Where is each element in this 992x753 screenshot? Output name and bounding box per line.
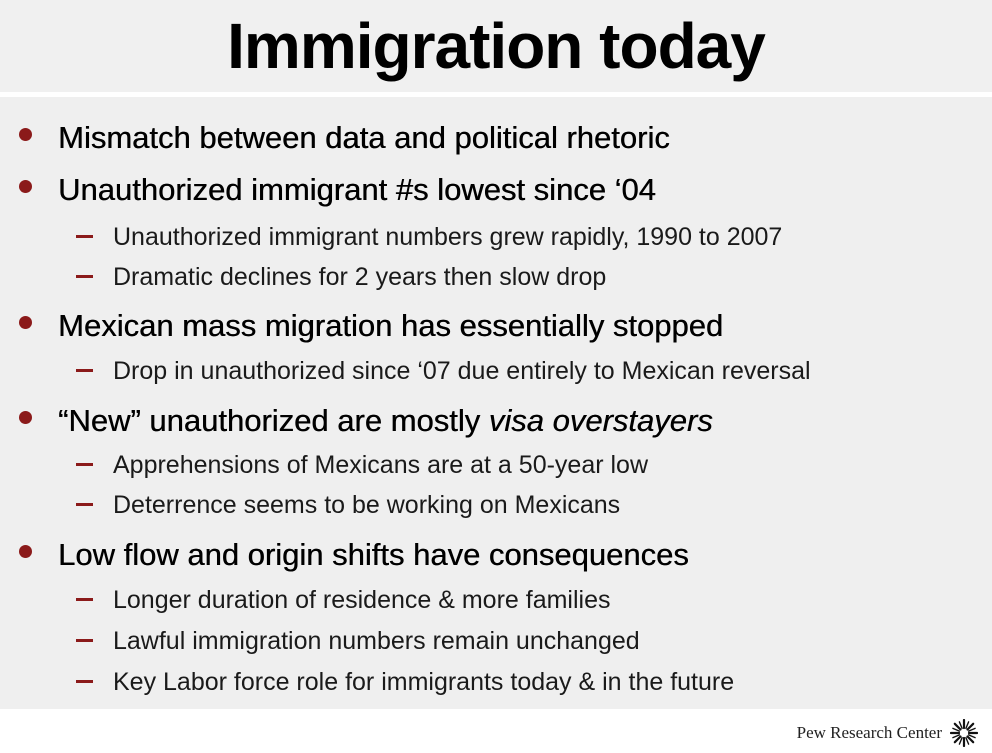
brand-name: Pew Research Center [796, 723, 942, 742]
sub-bullet-item [0, 355, 992, 387]
bullet-item [0, 401, 992, 441]
bullet-dot-icon [19, 316, 32, 329]
sub-bullet-text: Lawful immigration numbers remain unchanged [113, 627, 640, 655]
sub-bullet-text: Unauthorized immigrant numbers grew rapidly, 1990 to 2007 [113, 223, 783, 251]
dash-icon [76, 503, 93, 506]
sub-bullet-text: Longer duration of residence & more families [113, 586, 611, 614]
sub-bullet-item [0, 666, 992, 698]
bullet-dot-icon [19, 545, 32, 558]
title-bar [0, 0, 992, 92]
bullet-text: Mexican mass migration has essentially stopped [58, 308, 724, 343]
bullet-dot-icon [19, 180, 32, 193]
dash-icon [76, 275, 93, 278]
footer [797, 719, 978, 747]
sub-bullet-text: Dramatic declines for 2 years then slow drop [113, 263, 607, 291]
bullet-item [0, 170, 992, 210]
bullet-item [0, 118, 992, 158]
bullet-text-emphasis: visa overstayers [488, 403, 713, 438]
bullet-text-prefix: “New” unauthorized are mostly [58, 403, 489, 438]
sub-bullet-item [0, 449, 992, 481]
bullet-text: Unauthorized immigrant #s lowest since ‘04 [58, 172, 656, 207]
sub-bullet-item [0, 261, 992, 293]
dash-icon [76, 235, 93, 238]
dash-icon [76, 639, 93, 642]
sub-bullet-item [0, 221, 992, 253]
bullet-item [0, 306, 992, 346]
sub-bullet-item [0, 489, 992, 521]
bullet-text: Low flow and origin shifts have consequences [58, 537, 689, 572]
sub-bullet-text: Drop in unauthorized since ‘07 due entirely to Mexican reversal [113, 357, 811, 385]
slide-content [0, 97, 992, 709]
sub-bullet-text: Apprehensions of Mexicans are at a 50-year low [113, 451, 649, 479]
dash-icon [76, 598, 93, 601]
bullet-item [0, 535, 992, 575]
pew-sunburst-icon [950, 719, 978, 747]
bullet-text [58, 401, 713, 441]
sub-bullet-item [0, 625, 992, 657]
sub-bullet-item [0, 584, 992, 616]
dash-icon [76, 463, 93, 466]
sub-bullet-text: Key Labor force role for immigrants today & in the future [113, 668, 735, 696]
dash-icon [76, 369, 93, 372]
sub-bullet-text: Deterrence seems to be working on Mexicans [113, 491, 621, 519]
bullet-dot-icon [19, 411, 32, 424]
bullet-text: Mismatch between data and political rhetoric [58, 120, 670, 155]
slide-title: Immigration today [227, 10, 765, 82]
bullet-dot-icon [19, 128, 32, 141]
dash-icon [76, 680, 93, 683]
